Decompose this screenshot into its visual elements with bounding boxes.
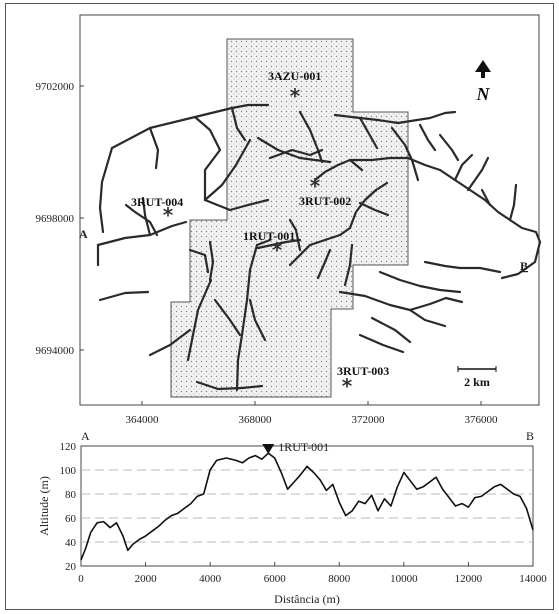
y-tick-label: 60 [65, 513, 76, 525]
well-marker-3rut-004: * [162, 203, 174, 227]
x-tick-label: 10000 [390, 573, 418, 585]
well-label-3rut-004: 3RUT-004 [131, 195, 184, 209]
y-tick-label: 100 [59, 465, 76, 477]
scale-label: 2 km [464, 375, 490, 389]
y-tick-label: 120 [59, 441, 76, 453]
x-tick-label: 0 [78, 573, 84, 585]
well-label-3rut-003: 3RUT-003 [337, 364, 390, 378]
x-tick-2: 368000 [238, 414, 272, 426]
profile-x-axis-label: Distância (m) [274, 592, 340, 606]
section-label-b: B [520, 259, 529, 273]
y-tick-3: 9694000 [35, 345, 74, 357]
y-tick-label: 80 [65, 489, 76, 501]
profile-y-axis-label: Altitude (m) [37, 476, 51, 536]
well-marker-3azu-001: * [289, 84, 301, 108]
x-tick-4: 376000 [464, 414, 498, 426]
well-marker-1rut-001: * [271, 238, 283, 262]
north-arrow-icon [475, 60, 491, 78]
well-marker-3rut-002: * [309, 174, 321, 198]
north-label: N [476, 84, 490, 104]
well-label-1rut-001: 1RUT-001 [243, 229, 296, 243]
y-tick-label: 20 [65, 561, 76, 573]
well-marker-3rut-003: * [341, 374, 353, 398]
well-label-3azu-001: 3AZU-001 [268, 69, 322, 83]
x-tick-3: 372000 [351, 414, 385, 426]
profile-corner-a: A [81, 429, 90, 443]
x-tick-label: 4000 [199, 573, 222, 585]
x-tick-label: 14000 [519, 573, 547, 585]
x-tick-1: 364000 [125, 414, 159, 426]
y-tick-1: 9702000 [35, 81, 74, 93]
profile-marker-label: 1RUT-001 [278, 440, 330, 454]
x-tick-label: 12000 [454, 573, 483, 585]
x-tick-label: 2000 [134, 573, 157, 585]
profile-corner-b: B [526, 429, 535, 443]
section-label-a: A [79, 227, 88, 241]
x-tick-label: 6000 [263, 573, 286, 585]
x-tick-label: 8000 [328, 573, 351, 585]
well-label-3rut-002: 3RUT-002 [299, 194, 352, 208]
y-tick-label: 40 [65, 537, 76, 549]
y-tick-2: 9698000 [35, 213, 74, 225]
